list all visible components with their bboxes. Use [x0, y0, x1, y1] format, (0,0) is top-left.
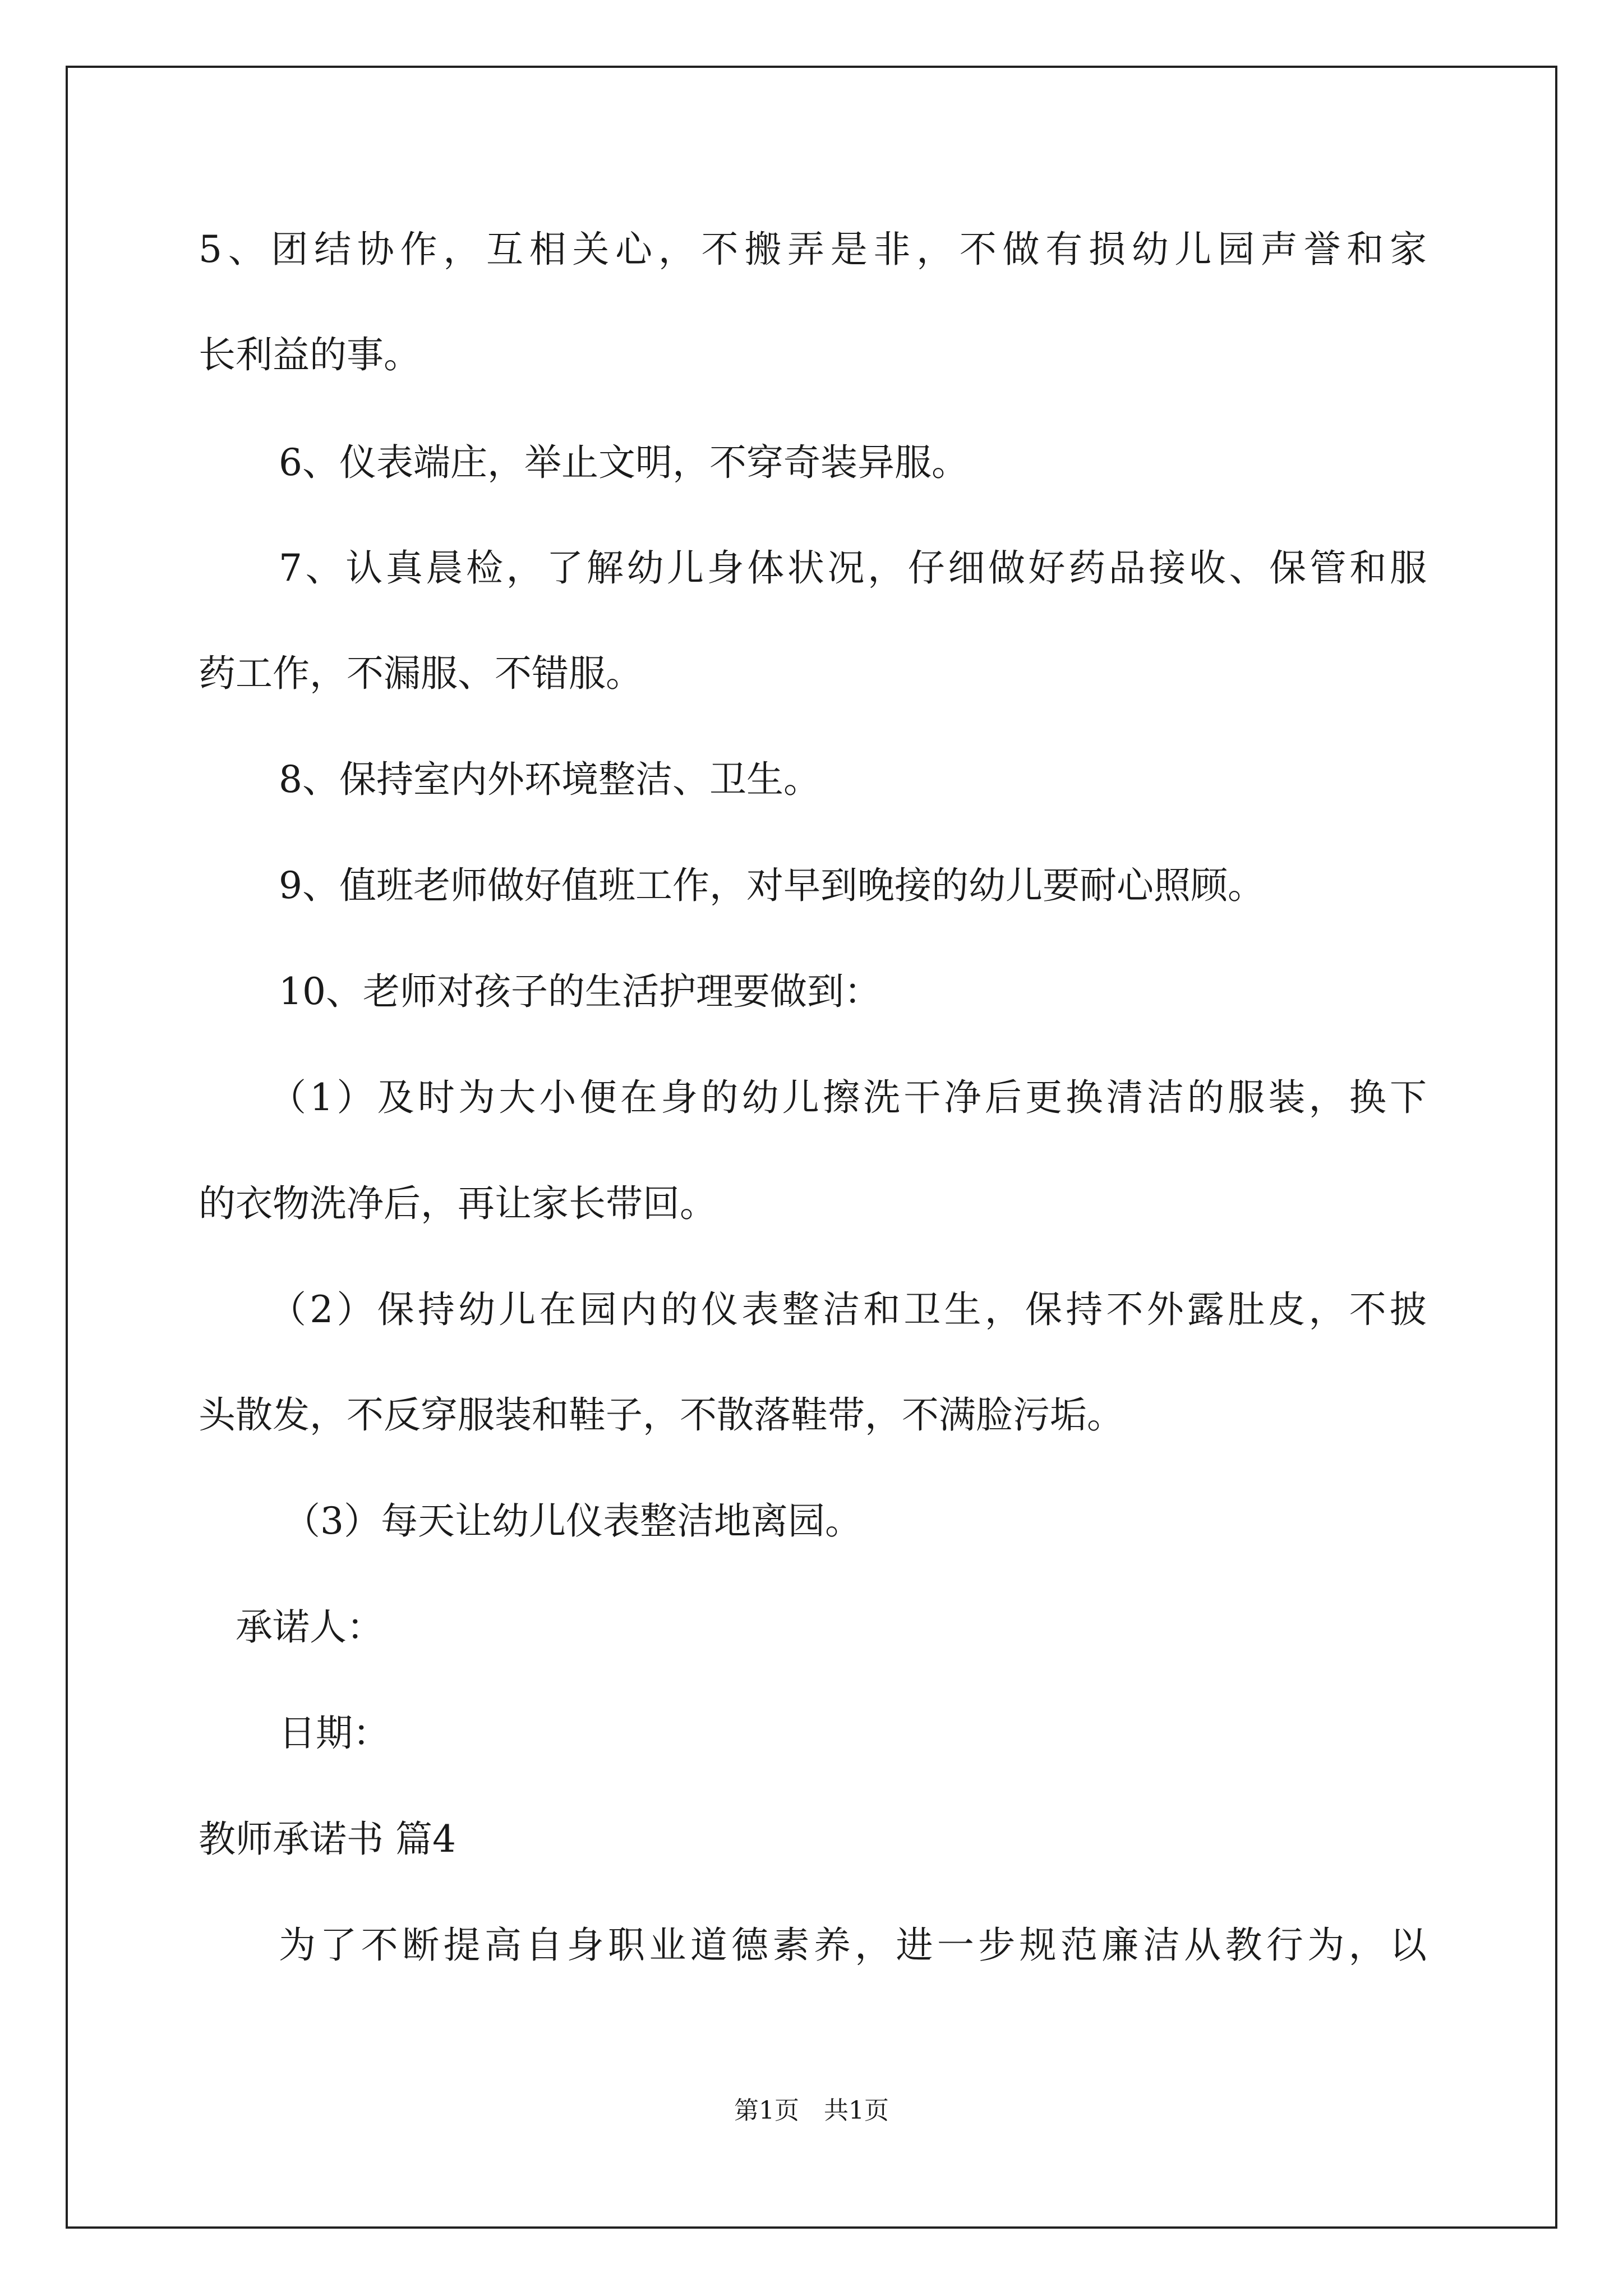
date-label: 日期：	[279, 1711, 390, 1755]
signer-label: 承诺人：	[236, 1605, 384, 1649]
paragraph-item-5-continued: 长利益的事。	[199, 333, 421, 376]
paragraph-item-10: 10、老师对孩子的生活护理要做到：	[279, 970, 881, 1013]
paragraph-item-7-continued: 药工作，不漏服、不错服。	[199, 652, 643, 695]
section-heading: 教师承诺书 篇4	[199, 1818, 456, 1861]
paragraph-item-6: 6、仪表端庄，举止文明，不穿奇装异服。	[279, 441, 969, 484]
intro-paragraph: 为了不断提高自身职业道德素养，进一步规范廉洁从教行为，以	[279, 1924, 1427, 1967]
paragraph-item-5: 5、团结协作，互相关心，不搬弄是非，不做有损幼儿园声誉和家	[199, 228, 1427, 271]
page-border	[66, 66, 1557, 2229]
paragraph-subitem-1: （1）及时为大小便在身的幼儿擦洗干净后更换清洁的服装，换下	[269, 1076, 1427, 1119]
paragraph-subitem-2-continued: 头散发，不反穿服装和鞋子，不散落鞋带，不满脸污垢。	[199, 1393, 1124, 1437]
paragraph-subitem-1-continued: 的衣物洗净后，再让家长带回。	[199, 1182, 717, 1225]
paragraph-item-8: 8、保持室内外环境整洁、卫生。	[279, 758, 820, 801]
paragraph-item-7: 7、认真晨检，了解幼儿身体状况，仔细做好药品接收、保管和服	[279, 546, 1427, 590]
page-footer: 第1页 共1页	[734, 2096, 889, 2125]
paragraph-subitem-2: （2）保持幼儿在园内的仪表整洁和卫生，保持不外露肚皮，不披	[269, 1288, 1427, 1331]
paragraph-subitem-3: （3）每天让幼儿仪表整洁地离园。	[283, 1499, 862, 1543]
paragraph-item-9: 9、值班老师做好值班工作，对早到晚接的幼儿要耐心照顾。	[279, 864, 1265, 907]
